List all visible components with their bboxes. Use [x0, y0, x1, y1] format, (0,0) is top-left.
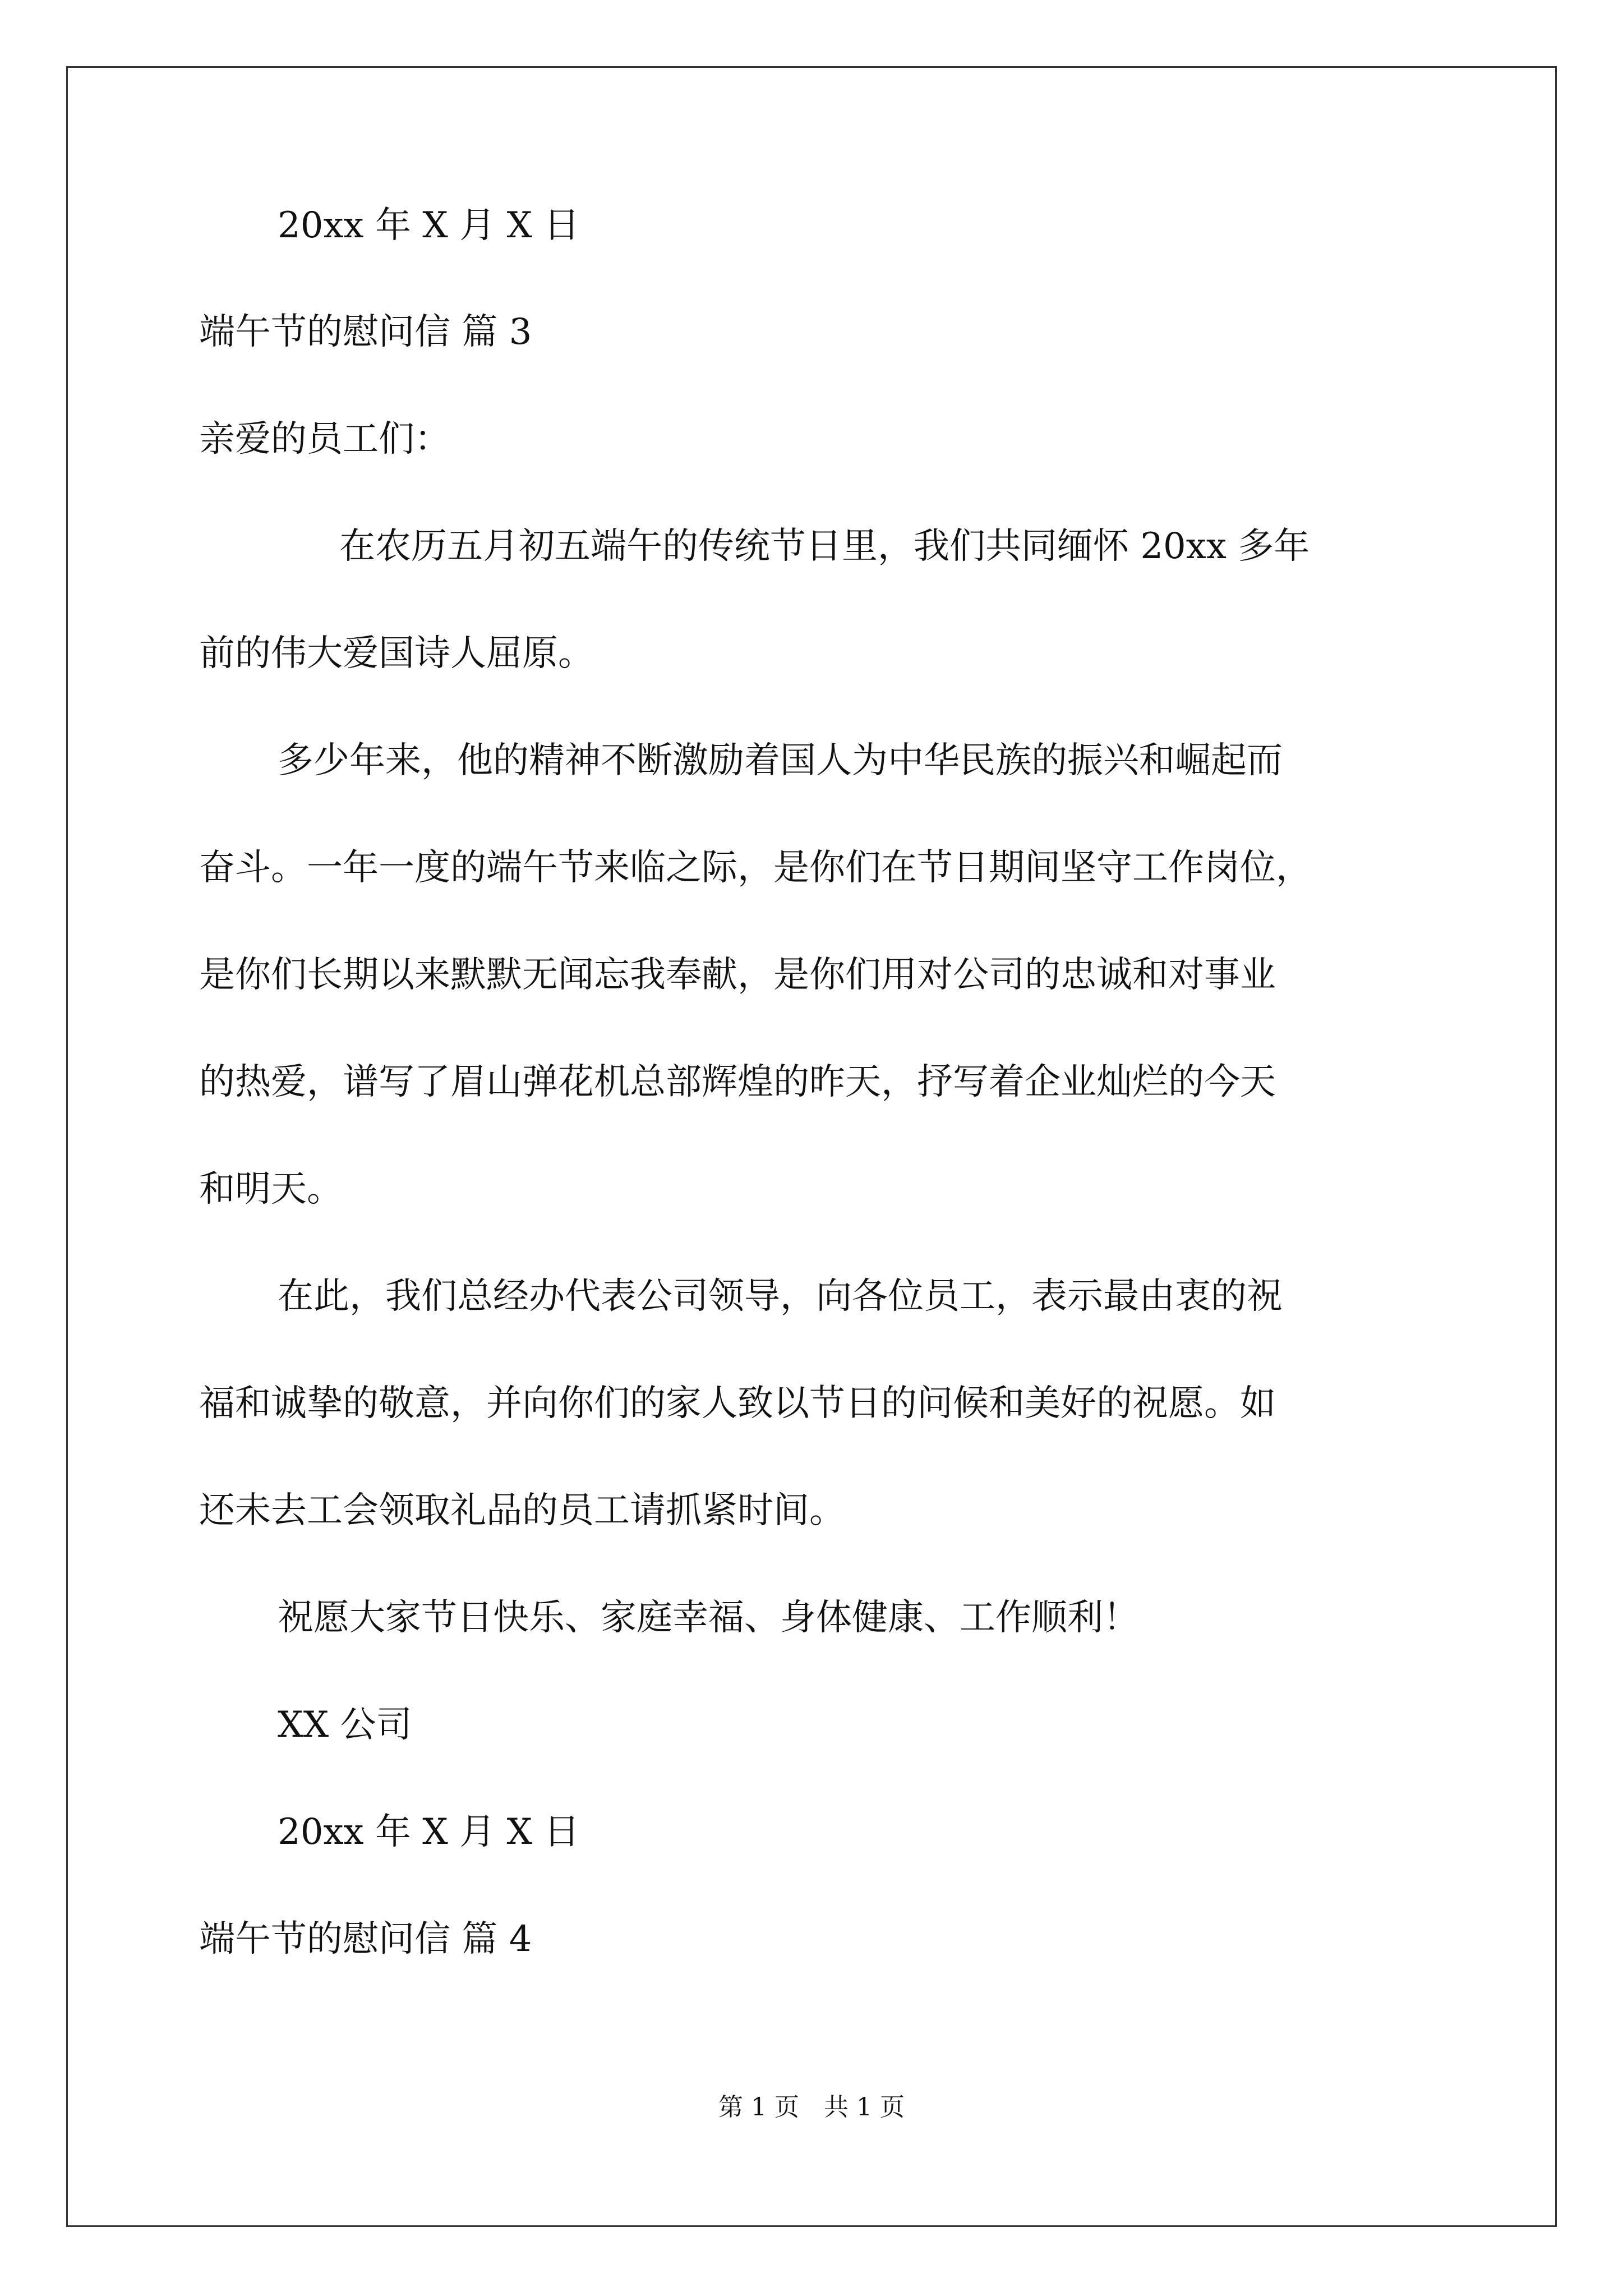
- section-heading-3: 端午节的慰问信 篇 3: [199, 311, 532, 353]
- signature-company: XX 公司: [278, 1704, 412, 1746]
- salutation: 亲爱的员工们：: [199, 418, 450, 460]
- paragraph-2-line-4: 的热爱，谱写了眉山弹花机总部辉煌的昨天，抒写着企业灿烂的今天: [199, 1061, 1276, 1103]
- paragraph-2-line-2: 奋斗。一年一度的端午节来临之际，是你们在节日期间坚守工作岗位，: [199, 847, 1312, 889]
- paragraph-2-line-5: 和明天。: [199, 1168, 343, 1210]
- signature-date: 20xx 年 X 月 X 日: [278, 1811, 580, 1853]
- paragraph-1-line-1: 在农历五月初五端午的传统节日里，我们共同缅怀 20xx 多年: [339, 526, 1310, 567]
- paragraph-2-line-3: 是你们长期以来默默无闻忘我奉献，是你们用对公司的忠诚和对事业: [199, 954, 1276, 996]
- wishes-line: 祝愿大家节日快乐、家庭幸福、身体健康、工作顺利！: [278, 1597, 1139, 1639]
- page-border: [66, 66, 1557, 2227]
- paragraph-3-line-2: 福和诚挚的敬意，并向你们的家人致以节日的问候和美好的祝愿。如: [199, 1383, 1276, 1424]
- paragraph-1-line-2: 前的伟大爱国诗人屈原。: [199, 633, 594, 674]
- section-heading-4: 端午节的慰问信 篇 4: [199, 1918, 532, 1960]
- paragraph-3-line-3: 还未去工会领取礼品的员工请抓紧时间。: [199, 1490, 845, 1531]
- paragraph-2-line-1: 多少年来，他的精神不断激励着国人为中华民族的振兴和崛起而: [278, 740, 1283, 781]
- closing-date-previous: 20xx 年 X 月 X 日: [278, 205, 580, 246]
- page-number-footer: 第 1 页 共 1 页: [718, 2093, 905, 2122]
- paragraph-3-line-1: 在此，我们总经办代表公司领导，向各位员工，表示最由衷的祝: [278, 1276, 1283, 1317]
